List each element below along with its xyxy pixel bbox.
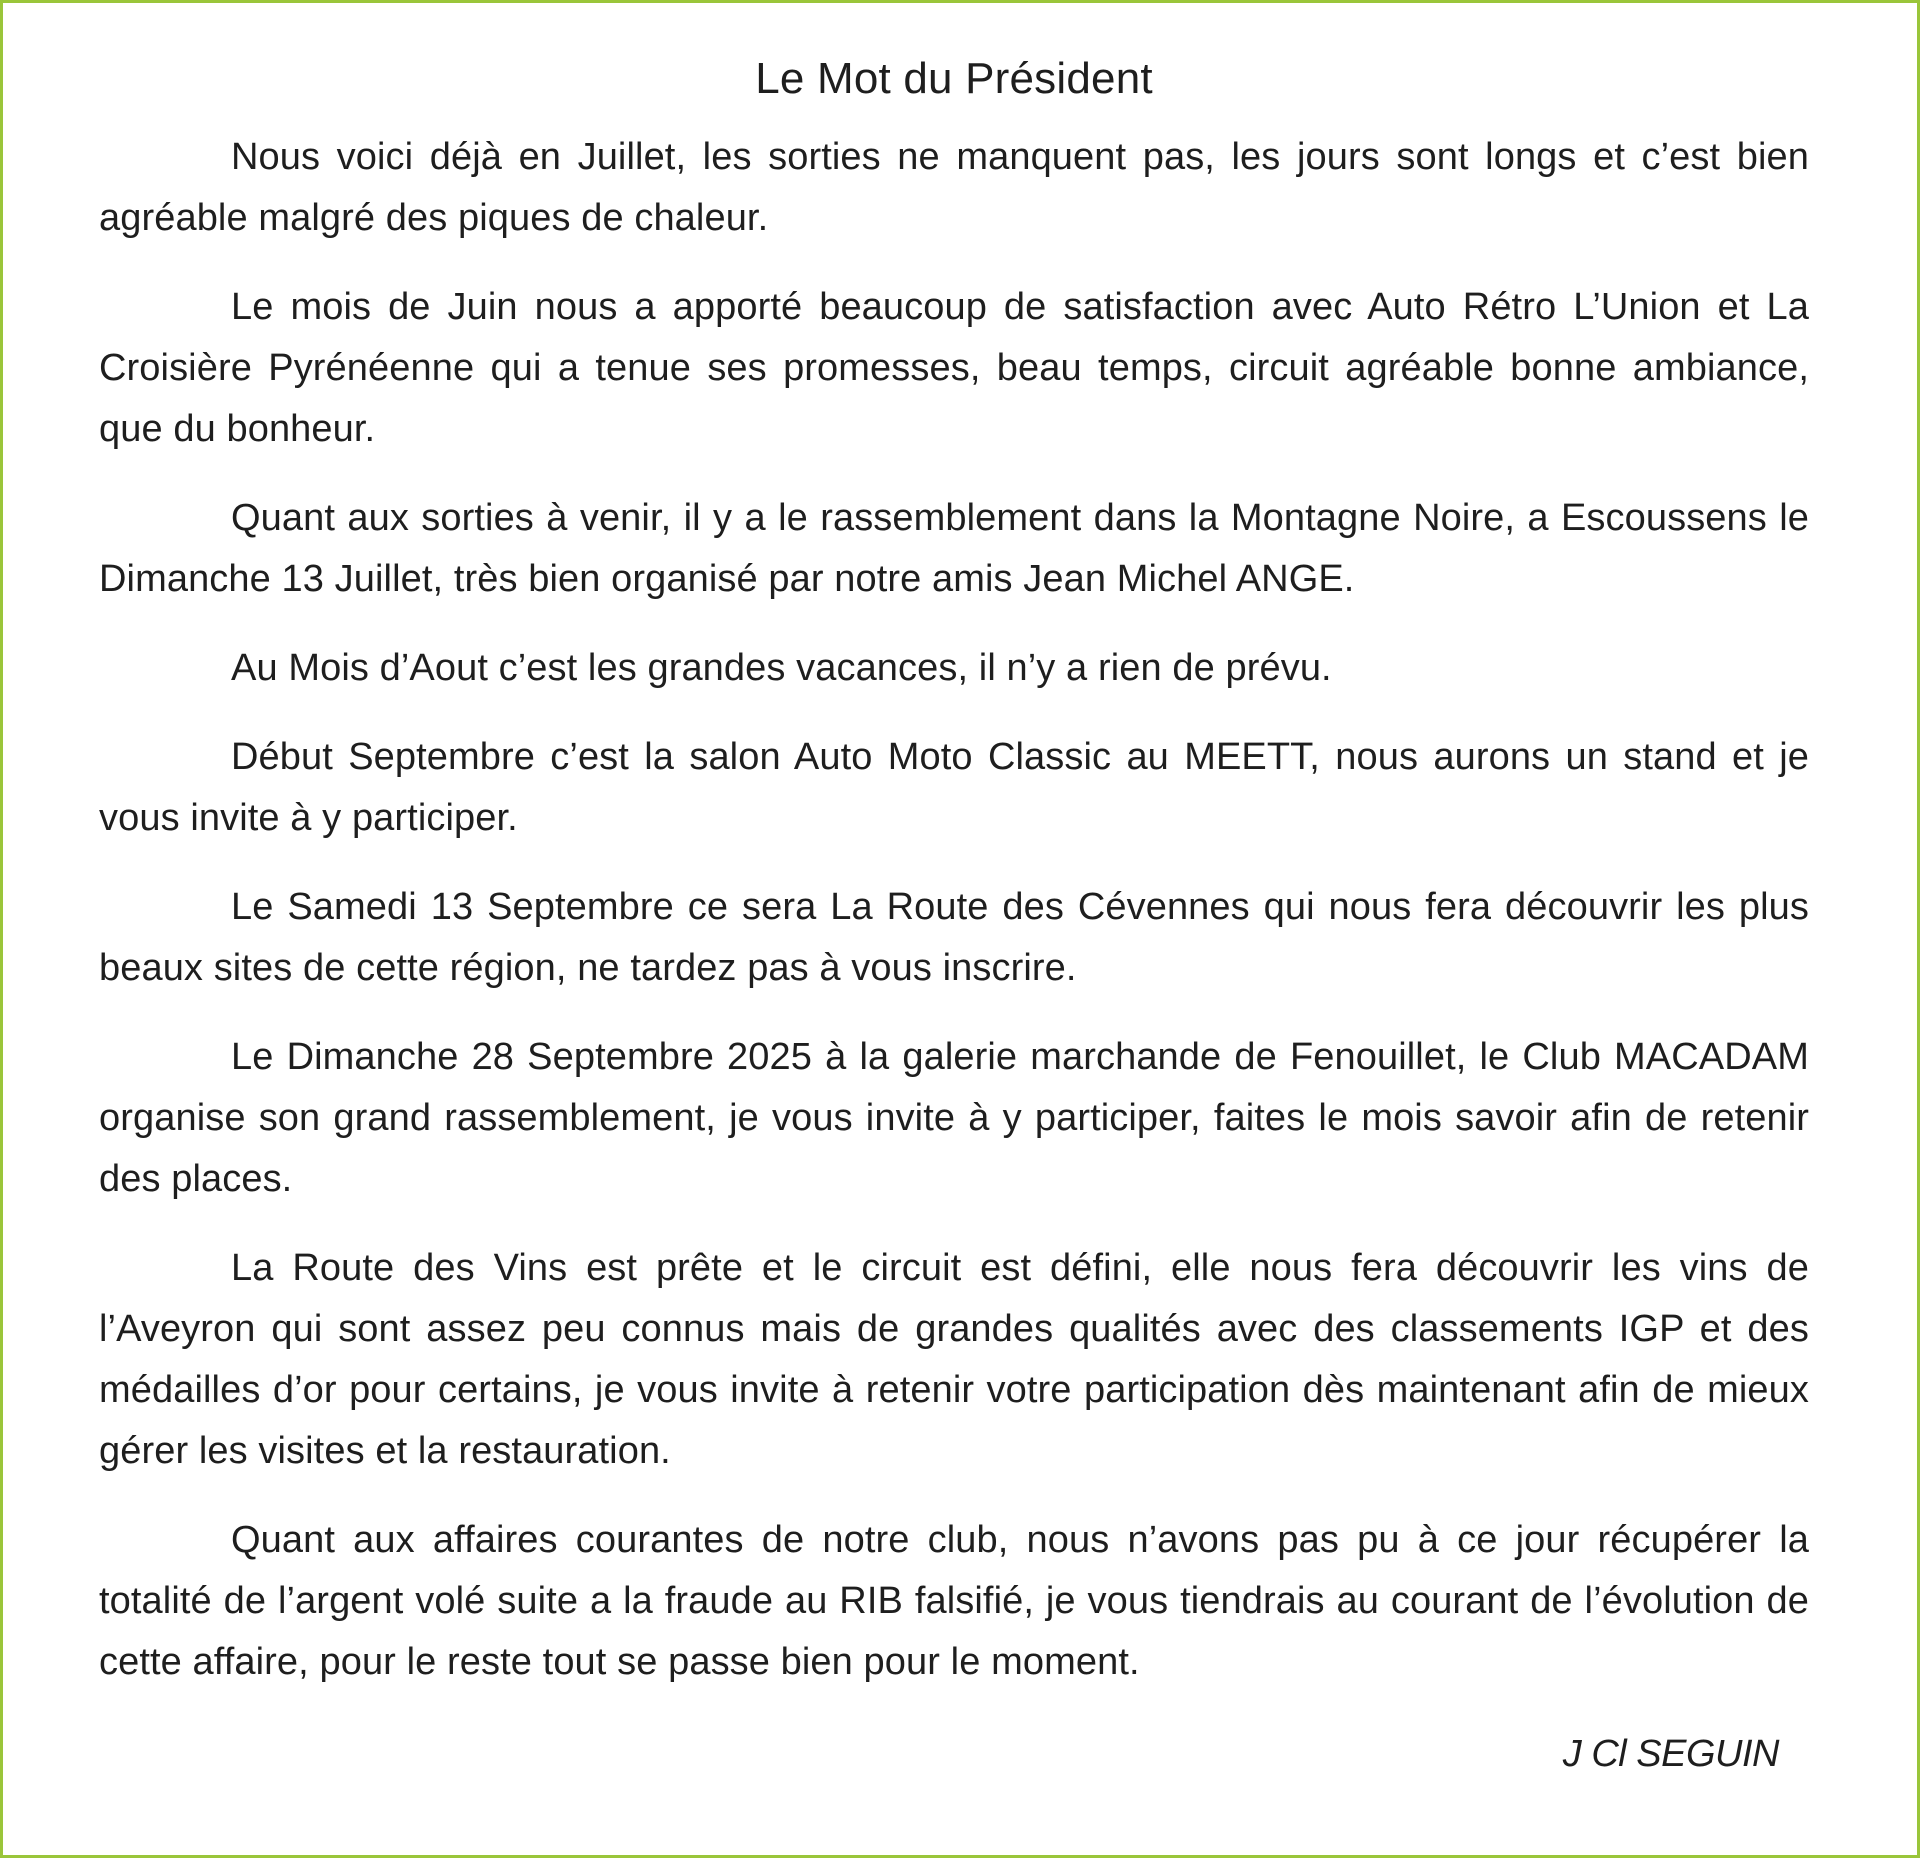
paragraph-6: Le Samedi 13 Septembre ce sera La Route des Cévennes qui nous fera découvrir les plus beaux sites de cette région, ne tardez pas à vous inscrire. [99, 886, 1809, 989]
paragraph-4: Au Mois d’Aout c’est les grandes vacances, il n’y a rien de prévu. [231, 647, 1332, 689]
paragraph-5: Début Septembre c’est la salon Auto Moto Classic au MEETT, nous aurons un stand et je vous invite à y participer. [99, 736, 1809, 839]
signature: J Cl SEGUIN [1562, 1733, 1779, 1775]
paragraph-2: Le mois de Juin nous a apporté beaucoup de satisfaction avec Auto Rétro L’Union et La Croisière Pyrénéenne qui a tenue ses promesses, beau temps, circuit agréable bonne ambiance, que du bonheur. [99, 286, 1809, 450]
paragraph-3: Quant aux sorties à venir, il y a le rassemblement dans la Montagne Noire, a Escoussens le Dimanche 13 Juillet, très bien organisé par notre amis Jean Michel ANGE. [99, 497, 1809, 600]
document-body [99, 49, 1809, 1721]
paragraph-9: Quant aux affaires courantes de notre club, nous n’avons pas pu à ce jour récupérer la totalité de l’argent volé suite a la fraude au RIB falsifié, je vous tiendrais au courant de l’évolution de cette affaire, pour le reste tout se passe bien pour le moment. [99, 1519, 1809, 1683]
paragraph-7: Le Dimanche 28 Septembre 2025 à la galerie marchande de Fenouillet, le Club MACADAM organise son grand rassemblement, je vous invite à y participer, faites le mois savoir afin de retenir des places. [99, 1036, 1809, 1200]
paragraph-1: Nous voici déjà en Juillet, les sorties ne manquent pas, les jours sont longs et c’est bien agréable malgré des piques de chaleur. [99, 136, 1809, 239]
page-title: Le Mot du Président [755, 54, 1153, 103]
paragraph-8: La Route des Vins est prête et le circuit est défini, elle nous fera découvrir les vins de l’Aveyron qui sont assez peu connus mais de grandes qualités avec des classements IGP et des médailles d’or pour certains, je vous invite à retenir votre participation dès maintenant afin de mieux gérer les visites et la restauration. [99, 1247, 1809, 1472]
